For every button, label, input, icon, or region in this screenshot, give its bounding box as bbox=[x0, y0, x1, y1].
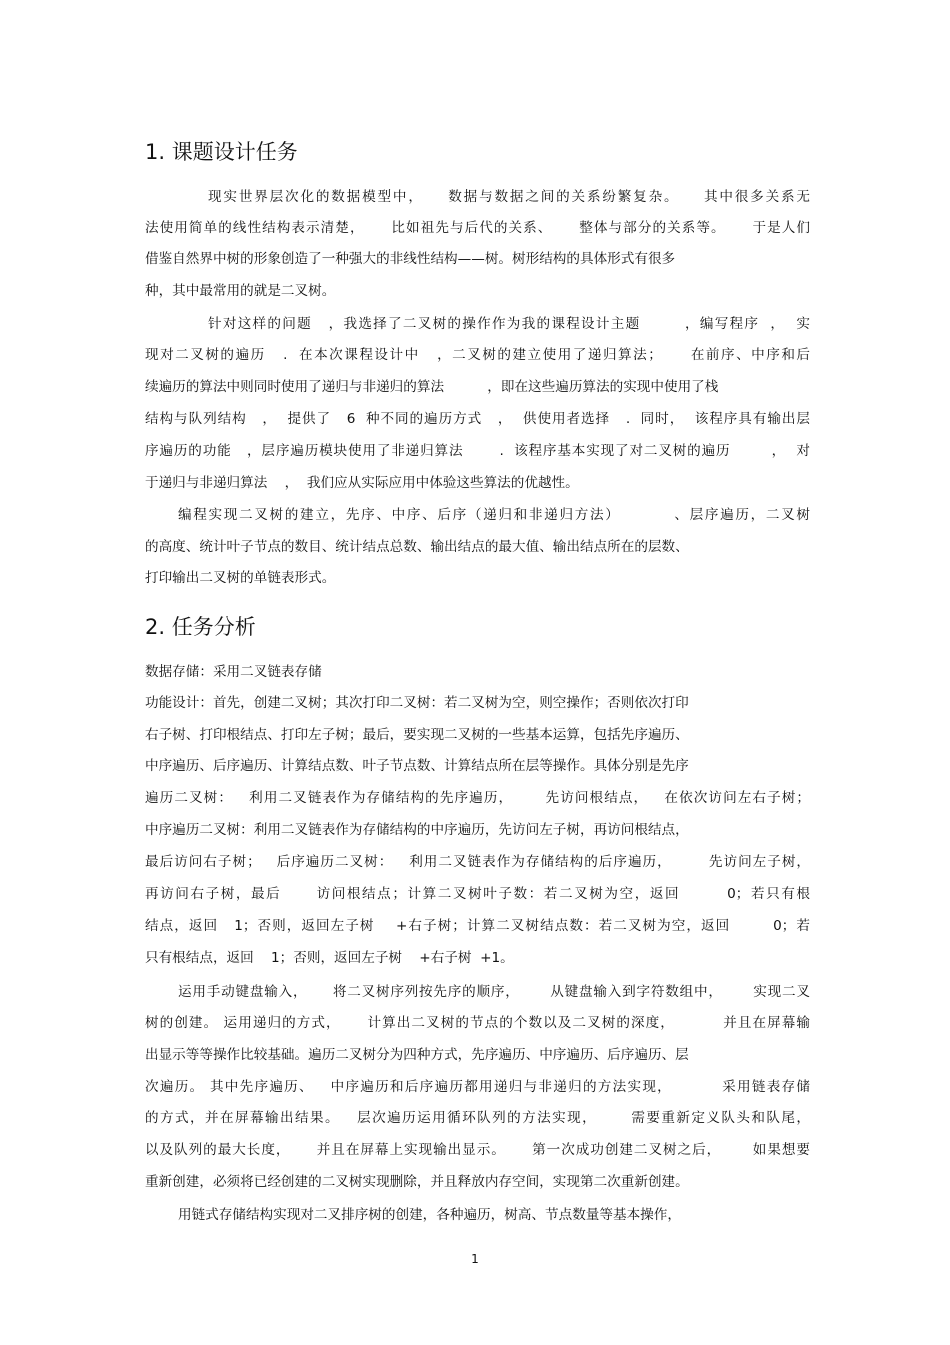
page-number: 1 bbox=[471, 1252, 479, 1266]
text-line: 只有根结点，返回 1；否则，返回左子树 +右子树 +1。 bbox=[145, 950, 514, 966]
text-line: 中序遍历二叉树：利用二叉链表作为存储结构的中序遍历，先访问左子树，再访问根结点， bbox=[145, 822, 689, 838]
text-line: 的高度、统计叶子节点的数目、统计结点总数、输出结点的最大值、输出结点所在的层数、 bbox=[145, 539, 689, 555]
text-line: 续遍历的算法中则同时使用了递归与非递归的算法 ，即在这些遍历算法的实现中使用了栈 bbox=[145, 379, 719, 395]
text-line: 重新创建，必须将已经创建的二叉树实现删除，并且释放内存空间，实现第二次重新创建。 bbox=[145, 1174, 689, 1190]
text-line: 用链式存储结构实现对二叉排序树的创建，各种遍历，树高、节点数量等基本操作， bbox=[178, 1207, 681, 1223]
text-line: 针对这样的问题 ，我选择了二叉树的操作作为我的课程设计主题 ，编写程序 ， 实 bbox=[208, 316, 810, 332]
text-line: 出显示等等操作比较基础。遍历二叉树分为四种方式，先序遍历、中序遍历、后序遍历、层 bbox=[145, 1047, 689, 1063]
text-line: 现实世界层次化的数据模型中， 数据与数据之间的关系纷繁复杂。 其中很多关系无 bbox=[208, 189, 810, 205]
text-line: 种，其中最常用的就是二叉树。 bbox=[145, 283, 336, 299]
text-line: 次遍历。 其中先序遍历、 中序遍历和后序遍历都用递归与非递归的方法实现， 采用链表存储 bbox=[145, 1079, 810, 1095]
section-2-heading: 2. 任务分析 bbox=[145, 615, 256, 639]
text-line: 遍历二叉树： 利用二叉链表作为存储结构的先序遍历， 先访问根结点， 在依次访问左右子树； bbox=[145, 790, 810, 806]
text-line: 右子树、打印根结点、打印左子树；最后，要实现二叉树的一些基本运算，包括先序遍历、 bbox=[145, 727, 689, 743]
text-line: 结构与队列结构 ， 提供了 6 种不同的遍历方式 ， 供使用者选择 . 同时， 该程序具有输出层 bbox=[145, 411, 810, 427]
text-line: 编程实现二叉树的建立，先序、中序、后序（递归和非递归方法） 、层序遍历，二叉树 bbox=[178, 507, 810, 523]
text-line: 结点，返回 1；否则，返回左子树 +右子树；计算二叉树结点数：若二叉树为空，返回 0；若 bbox=[145, 918, 810, 934]
text-line: 序遍历的功能 ，层序遍历模块使用了非递归算法 . 该程序基本实现了对二叉树的遍历 ， 对 bbox=[145, 443, 810, 459]
text-line: 再访问右子树，最后 访问根结点；计算二叉树叶子数：若二叉树为空，返回 0；若只有根 bbox=[145, 886, 810, 902]
text-line: 打印输出二叉树的单链表形式。 bbox=[145, 570, 336, 586]
text-line: 数据存储：采用二叉链表存储 bbox=[145, 664, 322, 680]
text-line: 以及队列的最大长度， 并且在屏幕上实现输出显示。 第一次成功创建二叉树之后， 如果想要 bbox=[145, 1142, 810, 1158]
text-line: 借鉴自然界中树的形象创造了一种强大的非线性结构——树。树形结构的具体形式有很多 bbox=[145, 251, 676, 267]
text-line: 运用手动键盘输入， 将二叉树序列按先序的顺序， 从键盘输入到字符数组中， 实现二叉 bbox=[178, 984, 810, 1000]
text-line: 功能设计：首先，创建二叉树；其次打印二叉树：若二叉树为空，则空操作；否则依次打印 bbox=[145, 695, 689, 711]
text-line: 树的创建。 运用递归的方式， 计算出二叉树的节点的个数以及二叉树的深度， 并且在屏幕输 bbox=[145, 1015, 810, 1031]
section-1-heading: 1. 课题设计任务 bbox=[145, 140, 298, 164]
text-line: 中序遍历、后序遍历、计算结点数、叶子节点数、计算结点所在层等操作。具体分别是先序 bbox=[145, 758, 689, 774]
text-line: 于递归与非递归算法 ， 我们应从实际应用中体验这些算法的优越性。 bbox=[145, 475, 579, 491]
text-line: 法使用简单的线性结构表示清楚， 比如祖先与后代的关系、 整体与部分的关系等。 于是人们 bbox=[145, 220, 810, 236]
text-line: 最后访问右子树； 后序遍历二叉树： 利用二叉链表作为存储结构的后序遍历， 先访问左子树， bbox=[145, 854, 810, 870]
text-line: 的方式，并在屏幕输出结果。 层次遍历运用循环队列的方法实现， 需要重新定义队头和队尾， bbox=[145, 1110, 810, 1126]
text-line: 现对二叉树的遍历 . 在本次课程设计中 ，二叉树的建立使用了递归算法； 在前序、中序和后 bbox=[145, 347, 810, 363]
